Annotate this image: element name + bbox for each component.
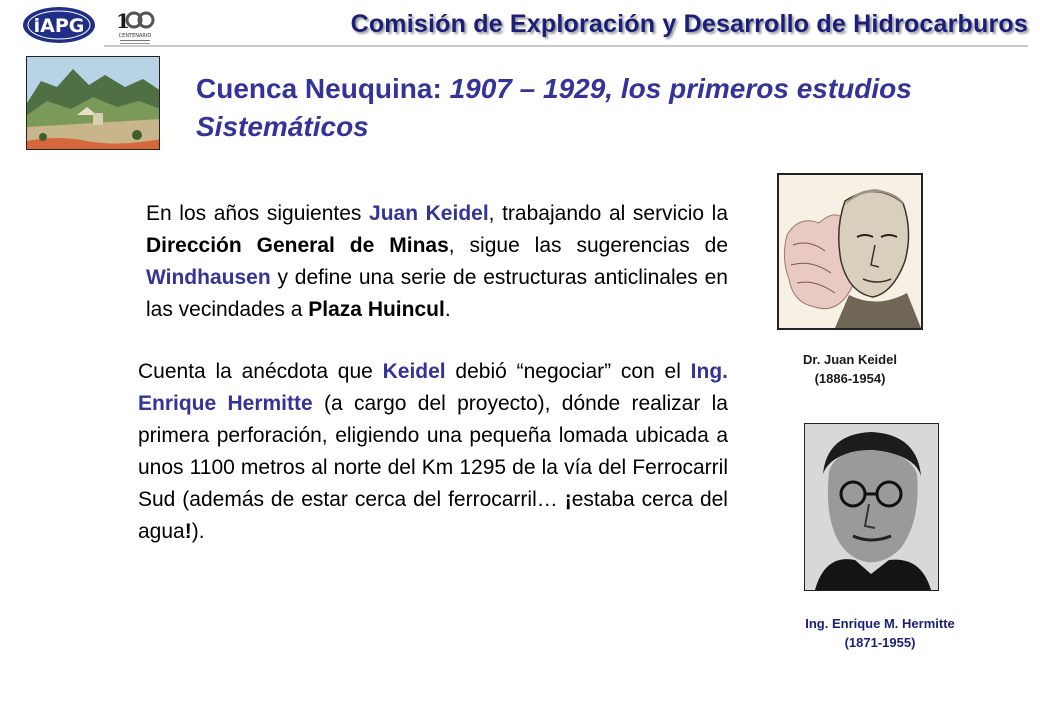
header bbox=[0, 0, 1040, 52]
header-title: Comisión de Exploración y Desarrollo de Hidrocarburos bbox=[350, 10, 1028, 38]
highlight-enrique-hermitte: Ing. Enrique Hermitte bbox=[138, 360, 728, 415]
header-divider bbox=[104, 45, 1028, 47]
portrait-enrique-hermitte bbox=[804, 423, 939, 591]
svg-text:iAPG: iAPG bbox=[33, 15, 85, 37]
body-text bbox=[138, 198, 728, 548]
text-run: Cuenta la anécdota que bbox=[138, 360, 383, 383]
text-run: , sigue las sugerencias de bbox=[448, 234, 729, 257]
caption-years: (1871-1955) bbox=[844, 635, 916, 650]
text-run: ). bbox=[191, 520, 205, 543]
text-run: y define una serie de estructuras anticlinales en las vecindades a bbox=[146, 266, 728, 321]
paragraph-2 bbox=[138, 356, 728, 548]
caption-name: Dr. Juan Keidel bbox=[803, 352, 897, 367]
slide-title bbox=[196, 70, 1026, 146]
highlight-juan-keidel: Juan Keidel bbox=[369, 202, 489, 225]
centenario-logo bbox=[112, 4, 158, 48]
text-run: , trabajando al servicio la bbox=[488, 202, 729, 225]
landscape-painting bbox=[26, 56, 160, 150]
caption-years: (1886-1954) bbox=[814, 371, 886, 386]
caption-hermitte bbox=[770, 614, 990, 652]
iapg-logo bbox=[22, 6, 96, 44]
bold-plaza-huincul: Plaza Huincul bbox=[308, 298, 445, 321]
highlight-keidel: Keidel bbox=[382, 360, 446, 383]
paragraph-1 bbox=[138, 198, 728, 326]
highlight-windhausen: Windhausen bbox=[146, 266, 271, 289]
text-run: En los años siguientes bbox=[146, 202, 370, 225]
bold-exclamation-close: ! bbox=[184, 520, 192, 543]
bold-exclamation-open: ¡ bbox=[564, 488, 572, 511]
bold-direccion-general: Dirección General de Minas bbox=[146, 234, 449, 257]
text-run: (a cargo del proyecto), dónde realizar la primera perforación, eligiendo una pequeña lomada ubicada a unos 1100 metros al norte del Km 1295 de la vía del Ferrocarril Sud (además de estar cerca del ferrocarril… bbox=[138, 392, 728, 511]
caption-keidel bbox=[770, 350, 930, 388]
caption-name: Ing. Enrique M. Hermitte bbox=[805, 616, 955, 631]
portrait-juan-keidel bbox=[777, 173, 923, 330]
title-region: Cuenca Neuquina: bbox=[196, 73, 450, 104]
text-run: estaba cerca del agua bbox=[138, 488, 728, 543]
svg-text:1: 1 bbox=[116, 9, 130, 33]
svg-text:CENTENARIO: CENTENARIO bbox=[118, 33, 152, 39]
text-run: debió “negociar” con el bbox=[445, 360, 691, 383]
text-run: . bbox=[444, 298, 451, 321]
title-period: 1907 – 1929, los primeros estudios Sistemáticos bbox=[196, 73, 912, 142]
